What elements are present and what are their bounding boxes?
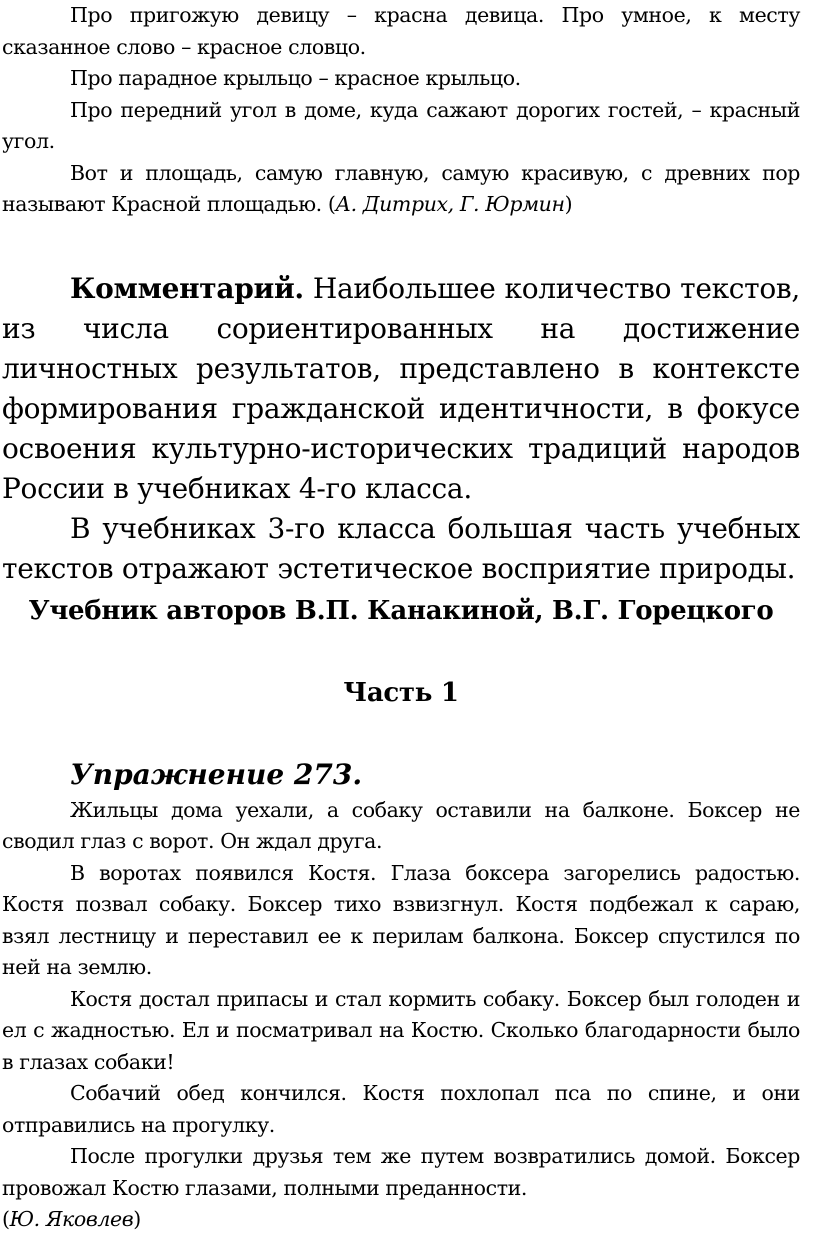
spacer <box>2 221 800 269</box>
exercise-paragraph-2: В воротах появился Костя. Глаза боксера загорелись радостью. Костя позвал собаку. Боксер тихо взвизгнул. Костя подбежал к сараю, взял лестницу и переставил ее к перилам балкона. Боксер спустился по ней на землю. <box>2 860 800 979</box>
exercise-paragraph-4: Собачий обед кончился. Костя похлопал пса по спине, и они отправились на прогулку. <box>2 1081 800 1137</box>
comment-text: Наибольшее количество текстов, из числа сориентированных на достижение личностных результатов, представлено в контексте формирования гражданской идентичности, в фокусе освоения культурно-исторических традиций народов России в учебниках 4-го класса. <box>2 271 800 505</box>
paragraph-corner: Про передний угол в доме, куда сажают дорогих гостей, – красный угол. <box>2 97 800 153</box>
exercise-title: Упражнение 273. <box>70 757 363 791</box>
paragraph-porch: Про парадное крыльцо – красное крыльцо. <box>70 66 521 90</box>
exercise-author: Ю. Яковлев <box>9 1207 134 1231</box>
red-square-close: ) <box>564 192 573 216</box>
spacer <box>2 713 800 755</box>
comment-paragraph <box>2 269 800 509</box>
exercise-paragraph-3: Костя достал припасы и стал кормить собаку. Боксер был голоден и ел с жадностью. Ел и посматривал на Костю. Сколько благодарности было в глазах собаки! <box>2 986 800 1074</box>
paragraph-pretty-girl: Про пригожую девицу – красна девица. Про умное, к месту сказанное слово – красное словцо. <box>2 3 800 59</box>
comment-label: Комментарий. <box>70 271 304 305</box>
exercise-author-line <box>2 1204 800 1236</box>
exercise-author-open: ( <box>2 1207 10 1231</box>
paragraph-red-square <box>2 158 800 221</box>
exercise-paragraph-1: Жильцы дома уехали, а собаку оставили на балконе. Боксер не сводил глаз с ворот. Он ждал друга. <box>2 797 800 853</box>
red-square-text: Вот и площадь, самую главную, самую красивую, с древних пор называют Красной площадью. ( <box>2 160 800 216</box>
comment-paragraph-2: В учебниках 3-го класса большая часть учебных текстов отражают эстетическое восприятие природы. <box>2 511 800 585</box>
exercise-author-close: ) <box>133 1207 141 1231</box>
red-square-author: А. Дитрих, Г. Юрмин <box>335 192 565 216</box>
document-page <box>2 0 800 1236</box>
textbook-heading: Учебник авторов В.П. Канакиной, В.Г. Горецкого <box>28 595 774 626</box>
spacer <box>2 631 800 673</box>
exercise-paragraph-5: После прогулки друзья тем же путем возвратились домой. Боксер провожал Костю глазами, полными преданности. <box>2 1144 800 1200</box>
part-heading: Часть 1 <box>343 677 459 708</box>
